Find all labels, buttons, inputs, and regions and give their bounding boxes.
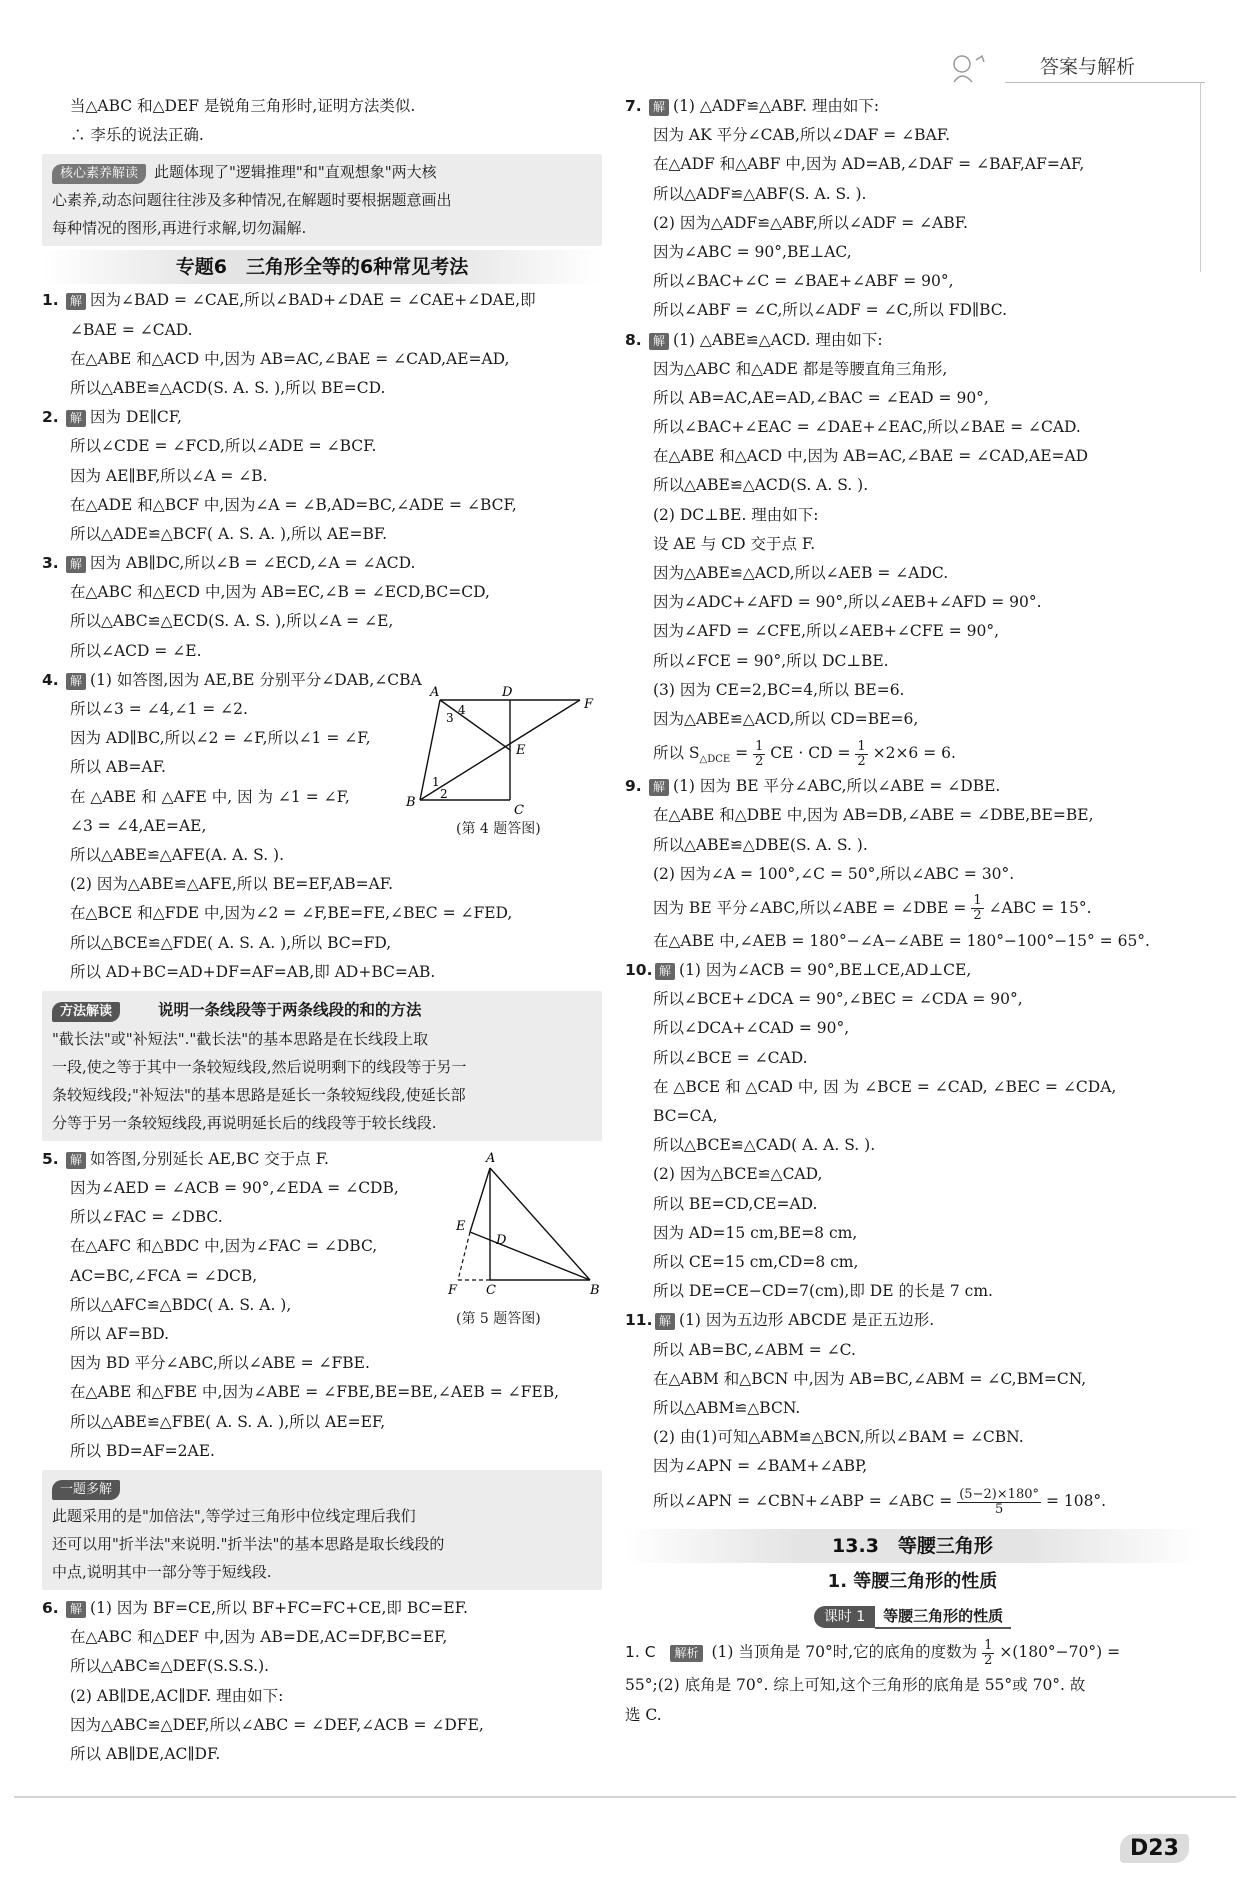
question-number: 5. — [42, 1149, 59, 1168]
q1-line: 1. C 解析 (1) 当顶角是 70°时,它的底角的度数为 $\frac{1}{2}$ ×(180°−70°) = — [625, 1637, 1121, 1668]
answer-line: 在△ADF 和△ABF 中,因为 AD=AB,∠DAF = ∠BAF,AF=AF, — [653, 155, 1085, 174]
answer-line: (1) 因为五边形 ABCDE 是正五边形. — [679, 1311, 935, 1330]
answer-line: 因为∠ADC+∠AFD = 90°,所以∠AEB+∠AFD = 90°. — [653, 593, 1042, 612]
box-text: 每种情况的图形,再进行求解,切勿漏解. — [52, 219, 307, 238]
question-number: 3. — [42, 554, 59, 573]
answer-line: 在△ABE 和△ACD 中,因为 AB=AC,∠BAE = ∠CAD,AE=AD — [653, 447, 1089, 466]
figure-q5-caption: (第 5 题答图) — [456, 1311, 541, 1327]
answer-line: ∠BAE = ∠CAD. — [70, 320, 193, 339]
answer-line: 所以△ABE≌△ACD(S. A. S. ). — [653, 476, 869, 495]
answer-tag: 解 — [649, 779, 669, 796]
fig4-angle-3: 3 — [446, 711, 454, 725]
fig4-angle-2: 2 — [440, 787, 448, 801]
fig5-label-C: C — [486, 1283, 496, 1298]
answer-line: (2) 由(1)可知△ABM≌△BCN,所以∠BAM = ∠CBN. — [653, 1428, 1024, 1447]
answer-line-area: 所以 $S_{\triangle DCE}$ = $\frac{1}{2}$ CE · CD = $\frac{1}{2}$ ×2×6 = 6. — [653, 738, 956, 769]
method-tag: 方法解读 — [52, 1002, 120, 1022]
answer-line-frac: 因为 BE 平分∠ABC,所以∠ABE = ∠DBE = $\frac{1}{2}$ ∠ABC = 15°. — [653, 893, 1092, 924]
box-text: 此题体现了"逻辑推理"和"直观想象"两大核 — [154, 163, 437, 182]
answer-line: 所以△ADE≌△BCF( A. S. A. ),所以 AE=BF. — [70, 524, 388, 543]
fig4-angle-1: 1 — [432, 775, 440, 789]
answer-line: 因为∠ABC = 90°,BE⊥AC, — [653, 242, 852, 261]
answer-line: 因为△ABE≌△ACD,所以 CD=BE=6, — [653, 709, 919, 728]
section-title-13-3: 13.3 等腰三角形 — [625, 1529, 1200, 1563]
answer-line: 所以△AFC≌△BDC( A. S. A. ), — [70, 1295, 292, 1314]
answer-line: 所以 AB=AF. — [70, 758, 166, 777]
answer-line: 因为 BD 平分∠ABC,所以∠ABE = ∠FBE. — [70, 1354, 370, 1373]
multi-solution-tag: 一题多解 — [52, 1480, 120, 1500]
answer-line: 在△ABE 和△DBE 中,因为 AB=DB,∠ABE = ∠DBE,BE=BE, — [653, 806, 1094, 825]
method-title: 说明一条线段等于两条线段的和的方法 — [158, 1000, 422, 1019]
answer-line: 所以△ABC≌△DEF(S.S.S.). — [70, 1657, 270, 1676]
question-number: 2. — [42, 408, 59, 427]
answer-line: 所以 DE=CE−CD=7(cm),即 DE 的长是 7 cm. — [653, 1282, 993, 1301]
answer-line: 所以 BE=CD,CE=AD. — [653, 1194, 818, 1213]
fig4-label-B: B — [406, 795, 416, 810]
answer-line: (1) △ADF≌△ABF. 理由如下: — [673, 97, 880, 115]
question-number: 7. — [625, 97, 642, 115]
question-number: 1. — [42, 291, 59, 310]
header-decoration-icon — [950, 52, 990, 86]
answer-line: 所以∠DCA+∠CAD = 90°, — [653, 1019, 850, 1038]
answer-line: 所以∠3 = ∠4,∠1 = ∠2. — [70, 700, 248, 718]
answer-line: 选 C. — [625, 1705, 662, 1724]
answer-line: 在 △ABE 和 △AFE 中, 因 为 ∠1 = ∠F, — [70, 787, 350, 806]
answer-line: 所以△BCE≌△CAD( A. A. S. ). — [653, 1136, 876, 1155]
answer-line: 在△BCE 和△FDE 中,因为∠2 = ∠F,BE=FE,∠BEC = ∠FED, — [70, 904, 513, 923]
answer-line: 所以△ABE≌△FBE( A. S. A. ),所以 AE=EF, — [70, 1412, 386, 1431]
box-text: 中点,说明其中一部分等于短线段. — [52, 1562, 272, 1581]
core-literacy-box — [42, 154, 602, 246]
answer-line: 因为△ABC≌△DEF,所以∠ABC = ∠DEF,∠ACB = ∠DFE, — [70, 1715, 484, 1734]
method-box — [42, 991, 602, 1141]
answer-line: 因为 AD=15 cm,BE=8 cm, — [653, 1223, 858, 1242]
answer-line: 所以△ABM≌△BCN. — [653, 1398, 801, 1417]
answer-line: 所以∠ABF = ∠C,所以∠ADF = ∠C,所以 FD∥BC. — [653, 301, 1007, 320]
answer-tag: 解 — [66, 293, 86, 310]
fig4-label-E: E — [516, 743, 526, 758]
header-title: 答案与解析 — [1040, 56, 1136, 78]
answer-line: (1) 因为∠ACB = 90°,BE⊥CE,AD⊥CE, — [679, 961, 972, 980]
answer-line: 在△ABC 和△ECD 中,因为 AB=EC,∠B = ∠ECD,BC=CD, — [70, 583, 490, 602]
lesson-header — [625, 1599, 1200, 1633]
answer-line: 因为 AB∥DC,所以∠B = ∠ECD,∠A = ∠ACD. — [90, 554, 416, 573]
figure-q5 — [440, 1151, 600, 1298]
lesson-tag: 课时 1 — [814, 1606, 875, 1628]
fig5-label-E: E — [456, 1219, 466, 1234]
fig4-angle-4: 4 — [458, 703, 466, 717]
answer-line: AC=BC,∠FCA = ∠DCB, — [70, 1266, 258, 1285]
answer-line: 所以△ABE≌△AFE(A. A. S. ). — [70, 845, 285, 864]
answer-line: (3) 因为 CE=2,BC=4,所以 BE=6. — [653, 680, 905, 699]
answer-line: 所以∠FAC = ∠DBC. — [70, 1208, 223, 1227]
answer-line: ∠3 = ∠4,AE=AE, — [70, 816, 207, 835]
answer-line: (2) 因为△ADF≌△ABF,所以∠ADF = ∠ABF. — [653, 213, 968, 232]
sub-title: 1. 等腰三角形的性质 — [827, 1571, 998, 1593]
answer-line: 所以 AD+BC=AD+DF=AF=AB,即 AD+BC=AB. — [70, 962, 436, 981]
answer-tag: 解 — [66, 1601, 86, 1618]
answer-line: 在△ADE 和△BCF 中,因为∠A = ∠B,AD=BC,∠ADE = ∠BCF, — [70, 495, 517, 514]
question-number: 6. — [42, 1598, 59, 1617]
fraction: $\frac{1}{2}$ — [973, 893, 982, 924]
box-text: 条较短线段;"补短法"的基本思路是延长一条较短线段,使延长部 — [52, 1085, 466, 1104]
fig4-label-D: D — [502, 685, 513, 700]
answer-line: 所以△BCE≌△FDE( A. S. A. ),所以 BC=FD, — [70, 933, 392, 952]
answer-tag: 解 — [649, 333, 669, 350]
answer-line: 设 AE 与 CD 交于点 F. — [653, 534, 816, 553]
core-literacy-tag: 核心素养解读 — [52, 164, 146, 184]
fraction: $\frac{1}{2}$ — [755, 738, 764, 769]
answer-line: (1) 因为 BF=CE,所以 BF+FC=FC+CE,即 BC=EF. — [90, 1598, 468, 1617]
fig5-label-A: A — [486, 1151, 496, 1166]
figure-q4 — [406, 685, 600, 819]
answer-line: 所以△ABE≌△ACD(S. A. S. ),所以 BE=CD. — [70, 378, 386, 397]
answer-line: 所以∠BAC+∠EAC = ∠DAE+∠EAC,所以∠BAE = ∠CAD. — [653, 418, 1081, 437]
answer-line: 因为 AD∥BC,所以∠2 = ∠F,所以∠1 = ∠F, — [70, 729, 371, 748]
answer-line: 所以 AF=BD. — [70, 1325, 170, 1343]
answer-tag: 解 — [649, 99, 669, 116]
side-rule — [1200, 82, 1201, 272]
fig5-label-B: B — [590, 1283, 600, 1298]
fig4-label-F: F — [584, 697, 594, 712]
answer-line: (2) AB∥DE,AC∥DF. 理由如下: — [70, 1686, 284, 1705]
answer-line: 所以△ABC≌△ECD(S. A. S. ),所以∠A = ∠E, — [70, 612, 394, 631]
box-text: 此题采用的是"加倍法",等学过三角形中位线定理后我们 — [52, 1506, 416, 1525]
answer-line: 因为 DE∥CF, — [90, 408, 182, 427]
answer-line: 在 △BCE 和 △CAD 中, 因 为 ∠BCE = ∠CAD, ∠BEC = ∠CDA, — [653, 1077, 1117, 1096]
answer-tag: 解 — [66, 1152, 86, 1169]
fig5-label-F: F — [448, 1283, 458, 1298]
answer-line: 在△ABE 中,∠AEB = 180°−∠A−∠ABE = 180°−100°−15° = 65°. — [653, 931, 1150, 950]
answer-tag: 解 — [66, 673, 86, 690]
answer-line: 所以∠BCE+∠DCA = 90°,∠BEC = ∠CDA = 90°, — [653, 990, 1023, 1009]
answer-line: 在△ABE 和△ACD 中,因为 AB=AC,∠BAE = ∠CAD,AE=AD, — [70, 349, 510, 368]
intro-line: ∴ 李乐的说法正确. — [70, 126, 204, 145]
answer-line: 因为△ABE≌△ACD,所以∠AEB = ∠ADC. — [653, 564, 949, 582]
answer-line: 55°;(2) 底角是 70°. 综上可知,这个三角形的底角是 55°或 70°. 故 — [625, 1676, 1086, 1695]
multi-solution-box — [42, 1470, 602, 1590]
question-number: 9. — [625, 777, 642, 796]
question-number: 8. — [625, 330, 642, 349]
page-number: D23 — [1120, 1834, 1189, 1863]
answer-line: 在△ABE 和△FBE 中,因为∠ABE = ∠FBE,BE=BE,∠AEB = ∠FEB, — [70, 1383, 560, 1402]
answer-line: 所以△ADF≌△ABF(S. A. S. ). — [653, 184, 867, 203]
fig5-label-D: D — [496, 1233, 507, 1248]
answer-line: (2) 因为△BCE≌△CAD, — [653, 1165, 823, 1184]
right-column — [625, 92, 1200, 1730]
answer-line: 所以∠ACD = ∠E. — [70, 641, 202, 660]
answer-line: (2) 因为△ABE≌△AFE,所以 BE=EF,AB=AF. — [70, 875, 394, 894]
header-rule — [1005, 82, 1205, 83]
answer-tag: 解 — [655, 963, 675, 980]
question-number: 11. — [625, 1311, 653, 1330]
question-number: 4. — [42, 670, 59, 689]
answer-line: 因为∠AFD = ∠CFE,所以∠AEB+∠CFE = 90°, — [653, 622, 1000, 641]
section-title-topic6: 专题6 三角形全等的6种常见考法 — [42, 250, 602, 284]
answer-line: 所以∠FCE = 90°,所以 DC⊥BE. — [653, 651, 889, 670]
answer-line: 所以 AB∥DE,AC∥DF. — [70, 1744, 221, 1763]
box-text: 分等于另一条较短线段,再说明延长后的线段等于较长线段. — [52, 1113, 437, 1132]
intro-line: 当△ABC 和△DEF 是锐角三角形时,证明方法类似. — [70, 97, 416, 115]
fraction: $\frac{1}{2}$ — [857, 738, 866, 769]
answer-line: 因为∠BAD = ∠CAE,所以∠BAD+∠DAE = ∠CAE+∠DAE,即 — [90, 291, 536, 310]
answer-line: BC=CA, — [653, 1107, 718, 1125]
question-number: 10. — [625, 961, 653, 980]
answer-line: (1) △ABE≌△ACD. 理由如下: — [673, 330, 883, 349]
answer-line: 因为∠APN = ∠BAM+∠ABP, — [653, 1457, 868, 1476]
answer-line: (2) 因为∠A = 100°,∠C = 50°,所以∠ABC = 30°. — [653, 864, 1015, 883]
answer-line: 所以∠BAC+∠C = ∠BAE+∠ABF = 90°, — [653, 272, 954, 291]
answer-line: 如答图,分别延长 AE,BC 交于点 F. — [90, 1149, 329, 1168]
fraction: $\frac{1}{2}$ — [984, 1637, 993, 1668]
answer-line: 所以∠BCE = ∠CAD. — [653, 1048, 808, 1067]
answer-line: 在△ABM 和△BCN 中,因为 AB=BC,∠ABM = ∠C,BM=CN, — [653, 1369, 1087, 1388]
fraction: $\frac{(5-2)\times 180^\circ}{5}$ — [959, 1486, 1039, 1517]
fig4-label-A: A — [430, 685, 440, 700]
left-column — [42, 92, 602, 1769]
answer-tag: 解 — [655, 1313, 675, 1330]
answer-line: 在△ABC 和△DEF 中,因为 AB=DE,AC=DF,BC=EF, — [70, 1628, 448, 1647]
answer-line: 所以 AB=AC,AE=AD,∠BAC = ∠EAD = 90°, — [653, 388, 989, 407]
q1-answer: 1. C — [625, 1643, 656, 1662]
footer-rule — [14, 1796, 1236, 1798]
answer-line: 在△AFC 和△BDC 中,因为∠FAC = ∠DBC, — [70, 1237, 378, 1256]
box-text: "截长法"或"补短法"."截长法"的基本思路是在长线段上取 — [52, 1029, 429, 1048]
answer-line: 因为 AE∥BF,所以∠A = ∠B. — [70, 466, 268, 485]
figure-q4-caption: (第 4 题答图) — [456, 821, 541, 837]
answer-line: 因为 AK 平分∠CAB,所以∠DAF = ∠BAF. — [653, 126, 951, 145]
answer-line: 所以∠CDE = ∠FCD,所以∠ADE = ∠BCF. — [70, 437, 377, 456]
answer-tag: 解 — [66, 556, 86, 573]
lesson-title: 等腰三角形的性质 — [875, 1605, 1011, 1629]
answer-line: (1) 因为 BE 平分∠ABC,所以∠ABE = ∠DBE. — [673, 777, 1001, 796]
answer-line: (1) 如答图,因为 AE,BE 分别平分∠DAB,∠CBA — [90, 670, 422, 689]
answer-line: 所以△ABE≌△DBE(S. A. S. ). — [653, 835, 868, 854]
answer-tag: 解 — [66, 410, 86, 427]
fig4-label-C: C — [514, 803, 524, 818]
box-text: 一段,使之等于其中一条较短线段,然后说明剩下的线段等于另一 — [52, 1057, 467, 1076]
analysis-tag: 解析 — [670, 1645, 702, 1662]
answer-line: 因为△ABC 和△ADE 都是等腰直角三角形, — [653, 359, 948, 378]
box-text: 还可以用"折半法"来说明."折半法"的基本思路是取长线段的 — [52, 1534, 445, 1553]
answer-line: 因为∠AED = ∠ACB = 90°,∠EDA = ∠CDB, — [70, 1179, 399, 1198]
answer-line: 所以 CE=15 cm,CD=8 cm, — [653, 1252, 859, 1271]
answer-line: (2) DC⊥BE. 理由如下: — [653, 505, 819, 524]
answer-line: 所以 AB=BC,∠ABM = ∠C. — [653, 1340, 856, 1359]
answer-line-frac: 所以∠APN = ∠CBN+∠ABP = ∠ABC = $\frac{(5-2)\times 180^\circ}{5}$ = 108°. — [653, 1486, 1107, 1517]
box-text: 心素养,动态问题往往涉及多种情况,在解题时要根据题意画出 — [52, 191, 452, 210]
answer-line: 所以 BD=AF=2AE. — [70, 1441, 215, 1460]
